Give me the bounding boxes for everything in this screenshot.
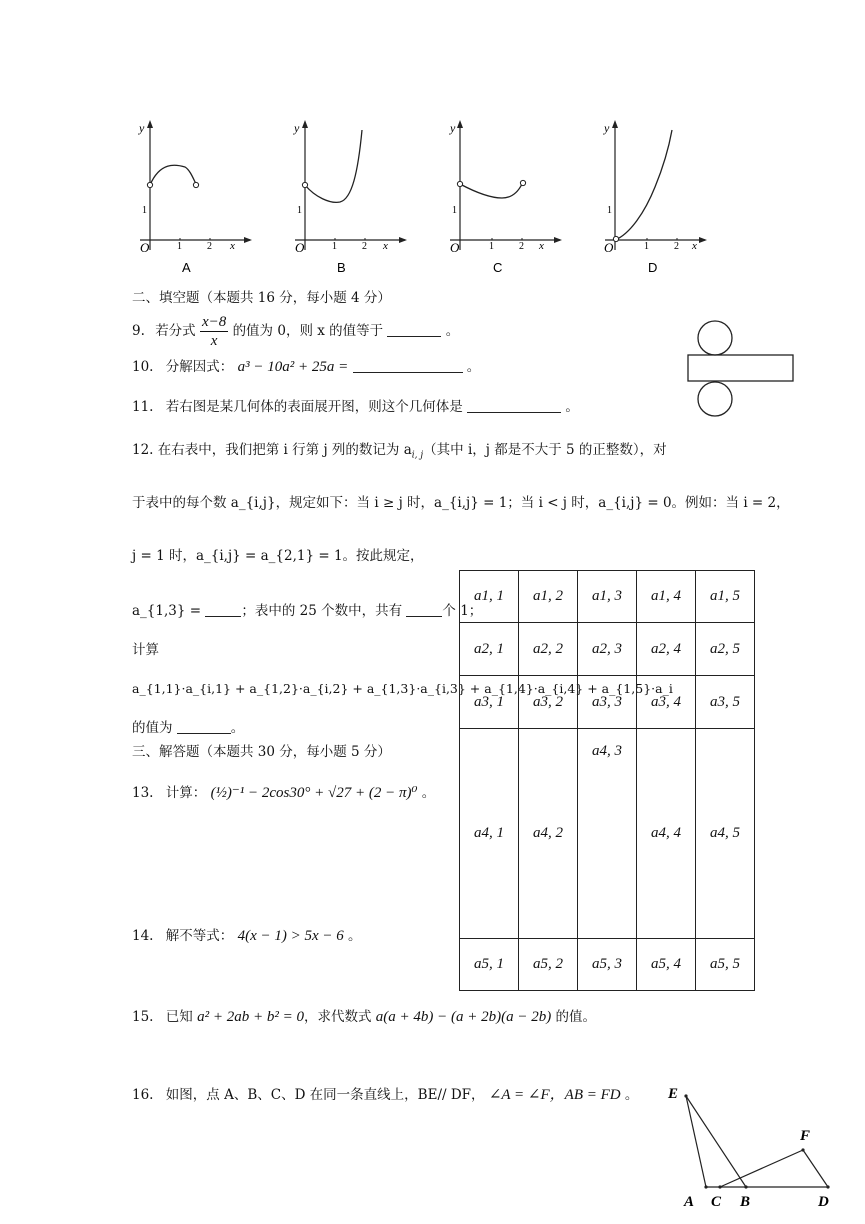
q12-blank-3[interactable] xyxy=(177,719,231,734)
graphs-figure xyxy=(120,112,720,282)
point-c-label: C xyxy=(711,1194,722,1210)
q12-line7 xyxy=(132,719,244,737)
q10-number: 10. xyxy=(132,359,154,375)
point-b-label: B xyxy=(740,1194,751,1210)
graph-c-origin: O xyxy=(450,240,460,255)
graph-c-tick2: 2 xyxy=(519,241,524,252)
graph-a-y: y xyxy=(139,121,145,135)
q9-number: 9. xyxy=(132,323,145,339)
graph-b-origin: O xyxy=(295,240,305,255)
q11-text: 若右图是某几何体的表面展开图，则这个几何体是 xyxy=(165,399,463,415)
table-cell: a3, 1 xyxy=(460,676,519,729)
q12-line2: 于表中的每个数 a_{i,j}，规定如下：当 i ≥ j 时，a_{i,j} = 1；当 i < j 时，a_{i,j} = 0。例如：当 i = 2， xyxy=(132,495,790,511)
graph-b xyxy=(293,120,407,275)
graph-c-x: x xyxy=(539,240,544,252)
q9-end: 。 xyxy=(445,323,460,339)
q9-answer-blank[interactable] xyxy=(387,322,441,337)
table-cell: a1, 2 xyxy=(519,571,578,623)
q13-expr: (½)⁻¹ − 2cos30° + √27 + (2 − π)⁰ xyxy=(210,785,418,801)
table-cell: a2, 5 xyxy=(696,623,755,676)
q12-line5: 计算 xyxy=(132,642,159,658)
q12-line4-mid: ；表中的 25 个数中，共有 xyxy=(241,603,403,619)
table-cell: a1, 1 xyxy=(460,571,519,623)
table-cell: a3, 3 xyxy=(578,676,637,729)
q16-pre: 如图，点 A、B、C、D 在同一条直线上，BE// DF， xyxy=(165,1087,485,1103)
table-cell: a4, 3 xyxy=(578,729,637,939)
table-row xyxy=(460,676,755,729)
table-cell: a3, 5 xyxy=(696,676,755,729)
table-cell: a5, 1 xyxy=(460,939,519,991)
graph-d-tick2: 2 xyxy=(674,241,679,252)
table-row xyxy=(460,623,755,676)
table-cell: a5, 4 xyxy=(637,939,696,991)
table-cell: a5, 5 xyxy=(696,939,755,991)
graph-d-label: D xyxy=(648,260,658,275)
table-cell: a4, 5 xyxy=(696,729,755,939)
point-a-label: A xyxy=(684,1194,695,1210)
q10-expr: a³ − 10a² + 25a = xyxy=(237,359,349,375)
q9-frac-num: x−8 xyxy=(201,314,227,330)
graph-c xyxy=(449,120,562,275)
graph-d-ytick: 1 xyxy=(607,205,612,216)
q13-number: 13. xyxy=(132,785,154,801)
q14-pre: 解不等式： xyxy=(165,928,234,944)
q12-line4-end: 个 1； xyxy=(442,603,483,619)
table-cell: a2, 3 xyxy=(578,623,637,676)
table-cell: a2, 4 xyxy=(637,623,696,676)
graph-c-label: C xyxy=(493,260,503,275)
q12-line1-text: 12. 在右表中，我们把第 i 行第 j 列的数记为 a xyxy=(132,442,412,458)
q9-pre: 若分式 xyxy=(155,323,196,339)
graph-b-y: y xyxy=(294,121,300,135)
q11-number: 11. xyxy=(132,399,154,415)
table-cell: a1, 3 xyxy=(578,571,637,623)
table-cell: a3, 4 xyxy=(637,676,696,729)
question-15 xyxy=(132,1008,596,1026)
question-16 xyxy=(132,1086,638,1104)
q10-pre: 分解因式： xyxy=(165,359,234,375)
q13-pre: 计算： xyxy=(165,785,207,801)
q16-number: 16. xyxy=(132,1087,154,1103)
table-cell: a4, 2 xyxy=(519,729,578,939)
q11-end: 。 xyxy=(565,399,579,415)
question-14 xyxy=(132,927,362,945)
section3-heading: 三、解答题（本题共 30 分，每小题 5 分） xyxy=(132,744,391,760)
q15-expr1: a² + 2ab + b² = 0 xyxy=(197,1009,304,1025)
q12-blank-1[interactable] xyxy=(205,602,241,617)
table-cell: a3, 2 xyxy=(519,676,578,729)
graph-b-label: B xyxy=(337,260,346,275)
table-cell: a1, 4 xyxy=(637,571,696,623)
point-f-label: F xyxy=(800,1128,811,1144)
q15-mid: ，求代数式 xyxy=(303,1009,372,1025)
graph-c-y: y xyxy=(450,121,456,135)
q10-answer-blank[interactable] xyxy=(353,358,463,373)
point-d-label: D xyxy=(818,1194,829,1210)
graph-d-tick1: 1 xyxy=(644,241,649,252)
graph-a xyxy=(138,120,252,275)
q12-line4 xyxy=(132,602,482,620)
q15-pre: 已知 xyxy=(165,1009,193,1025)
point-e-label: E xyxy=(668,1086,679,1102)
cylinder-net-figure xyxy=(685,318,797,420)
graph-d-x: x xyxy=(692,240,697,252)
q12-line1-sub: i, j xyxy=(411,450,424,461)
a-ij-table xyxy=(459,570,755,991)
q15-end: 的值。 xyxy=(555,1009,597,1025)
table-cell: a2, 1 xyxy=(460,623,519,676)
q13-end: 。 xyxy=(421,785,436,801)
graph-b-tick1: 1 xyxy=(332,241,337,252)
graph-a-tick2: 2 xyxy=(207,241,212,252)
graph-b-ytick: 1 xyxy=(297,205,302,216)
graph-a-tick1: 1 xyxy=(177,241,182,252)
q12-line7-text: 的值为 xyxy=(132,720,173,736)
table-row xyxy=(460,729,755,939)
graph-c-ytick: 1 xyxy=(452,205,457,216)
graph-d xyxy=(603,120,707,275)
section2-heading: 二、填空题（本题共 16 分，每小题 4 分） xyxy=(132,290,391,306)
graph-a-x: x xyxy=(230,240,235,252)
q9-frac-den: x xyxy=(210,333,218,349)
q15-number: 15. xyxy=(132,1009,154,1025)
question-10 xyxy=(132,358,480,376)
q14-end: 。 xyxy=(348,928,362,944)
q10-end: 。 xyxy=(466,359,481,375)
q14-number: 14. xyxy=(132,928,154,944)
q12-line1 xyxy=(132,441,667,465)
graph-d-origin: O xyxy=(604,240,614,255)
question-13 xyxy=(132,784,435,802)
table-cell: a5, 3 xyxy=(578,939,637,991)
q12-line6: a_{1,1}·a_{i,1} + a_{1,2}·a_{i,2} + a_{1,3}·a_{i,3} + a_{1,4}·a_{i,4} + a_{1,5}·a_i xyxy=(132,681,673,696)
graph-a-label: A xyxy=(182,260,191,275)
question-9 xyxy=(132,313,459,350)
q9-post: 的值为 0，则 x 的值等于 xyxy=(232,323,384,339)
table-row xyxy=(460,939,755,991)
q9-fraction xyxy=(200,313,228,350)
q12-line3: j = 1 时，a_{i,j} = a_{2,1} = 1。按此规定， xyxy=(132,548,424,564)
q16-end: 。 xyxy=(624,1087,639,1103)
q12-a13: a_{1,3} = xyxy=(132,603,202,619)
graph-d-y: y xyxy=(604,121,610,135)
table-cell: a4, 4 xyxy=(637,729,696,939)
graph-c-tick1: 1 xyxy=(489,241,494,252)
graph-b-tick2: 2 xyxy=(362,241,367,252)
table-cell: a4, 1 xyxy=(460,729,519,939)
triangle-figure-16 xyxy=(660,1078,840,1218)
graph-b-x: x xyxy=(383,240,388,252)
table-cell: a1, 5 xyxy=(696,571,755,623)
table-cell: a2, 2 xyxy=(519,623,578,676)
q15-expr2: a(a + 4b) − (a + 2b)(a − 2b) xyxy=(375,1009,552,1025)
q16-expr: ∠A = ∠F，AB = FD xyxy=(488,1087,621,1103)
q12-blank-2[interactable] xyxy=(406,602,442,617)
question-11 xyxy=(132,398,579,416)
q14-expr: 4(x − 1) > 5x − 6 xyxy=(237,928,344,944)
graph-a-origin: O xyxy=(140,240,150,255)
q11-answer-blank[interactable] xyxy=(467,398,561,413)
q12-line7-end: 。 xyxy=(230,720,245,736)
table-row xyxy=(460,571,755,623)
table-cell: a5, 2 xyxy=(519,939,578,991)
q12-line1-post: （其中 i，j 都是不大于 5 的正整数），对 xyxy=(423,442,667,458)
graph-a-ytick: 1 xyxy=(142,205,147,216)
